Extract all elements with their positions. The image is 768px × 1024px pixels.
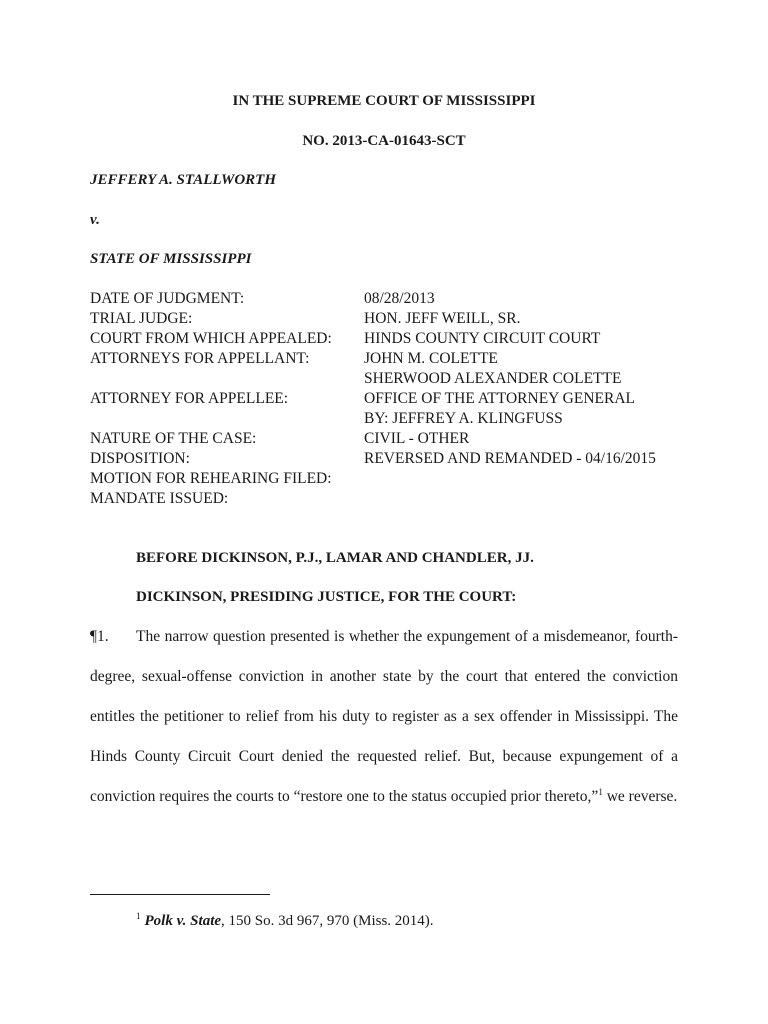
case-info-row [90, 309, 656, 329]
case-number: NO. 2013-CA-01643-SCT [302, 133, 466, 149]
case-info-row [90, 349, 656, 369]
case-info-value: HINDS COUNTY CIRCUIT COURT [364, 330, 601, 347]
case-info-label: ATTORNEYS FOR APPELLANT: [90, 350, 310, 367]
case-info-value: SHERWOOD ALEXANDER COLETTE [364, 370, 622, 387]
case-info-table [90, 289, 656, 509]
case-info-label: MANDATE ISSUED: [90, 490, 229, 507]
case-info-value [364, 489, 656, 509]
paragraph-number: ¶1. [90, 628, 109, 645]
footnote-reference[interactable]: 1 [598, 786, 603, 797]
case-info-row [90, 329, 656, 349]
case-info-label: COURT FROM WHICH APPEALED: [90, 330, 332, 347]
case-info-label: DISPOSITION: [90, 450, 190, 467]
opinion-paragraph [90, 617, 678, 817]
paragraph-text-end: we reverse. [602, 788, 678, 805]
case-info-row [90, 449, 656, 469]
case-info-value: JOHN M. COLETTE [364, 350, 498, 367]
case-info-row [90, 389, 656, 409]
appellee-name: STATE OF MISSISSIPPI [90, 251, 252, 267]
case-info-value: HON. JEFF WEILL, SR. [364, 310, 521, 327]
case-info-label [90, 409, 364, 429]
appellant-name: JEFFERY A. STALLWORTH [90, 172, 277, 188]
case-info-label [90, 369, 364, 389]
panel-line: BEFORE DICKINSON, P.J., LAMAR AND CHANDLER, JJ. [136, 550, 534, 566]
footnote-number: 1 [136, 911, 141, 921]
case-info-row [90, 289, 656, 309]
case-info-row [90, 409, 656, 429]
case-info-row [90, 469, 656, 489]
case-info-row [90, 489, 656, 509]
paragraph-text: The narrow question presented is whether the expungement of a misdemeanor, fourth-degree, sexual-offense conviction in another state by the court that entered the conviction entitles the petitioner to relief from his duty to register as a sex offender in Mississippi. The Hinds County Circuit Court denied the requested relief. But, because expungement of a conviction requires the courts to “restore one to the status occupied prior thereto,” [90, 628, 678, 805]
case-info-value: OFFICE OF THE ATTORNEY GENERAL [364, 390, 635, 407]
case-info-value: CIVIL - OTHER [364, 430, 470, 447]
footnote-citation: , 150 So. 3d 967, 970 (Miss. 2014). [221, 913, 434, 929]
footnote-divider [90, 894, 270, 895]
case-info-label: NATURE OF THE CASE: [90, 430, 257, 447]
case-info-value: BY: JEFFREY A. KLINGFUSS [364, 410, 563, 427]
case-info-row [90, 369, 656, 389]
case-info-label: DATE OF JUDGMENT: [90, 290, 245, 307]
case-info-row [90, 429, 656, 449]
court-heading: IN THE SUPREME COURT OF MISSISSIPPI [232, 93, 536, 109]
case-info-label: TRIAL JUDGE: [90, 310, 193, 327]
case-info-label: MOTION FOR REHEARING FILED: [90, 470, 332, 487]
case-info-label: ATTORNEY FOR APPELLEE: [90, 390, 289, 407]
versus-label: v. [90, 212, 100, 228]
case-info-value: 08/28/2013 [364, 290, 435, 307]
case-info-value: REVERSED AND REMANDED - 04/16/2015 [364, 450, 656, 467]
footnote [136, 911, 434, 930]
footnote-case-name: Polk v. State [144, 913, 222, 929]
case-info-value [364, 469, 656, 489]
author-line: DICKINSON, PRESIDING JUSTICE, FOR THE COURT: [136, 589, 517, 605]
